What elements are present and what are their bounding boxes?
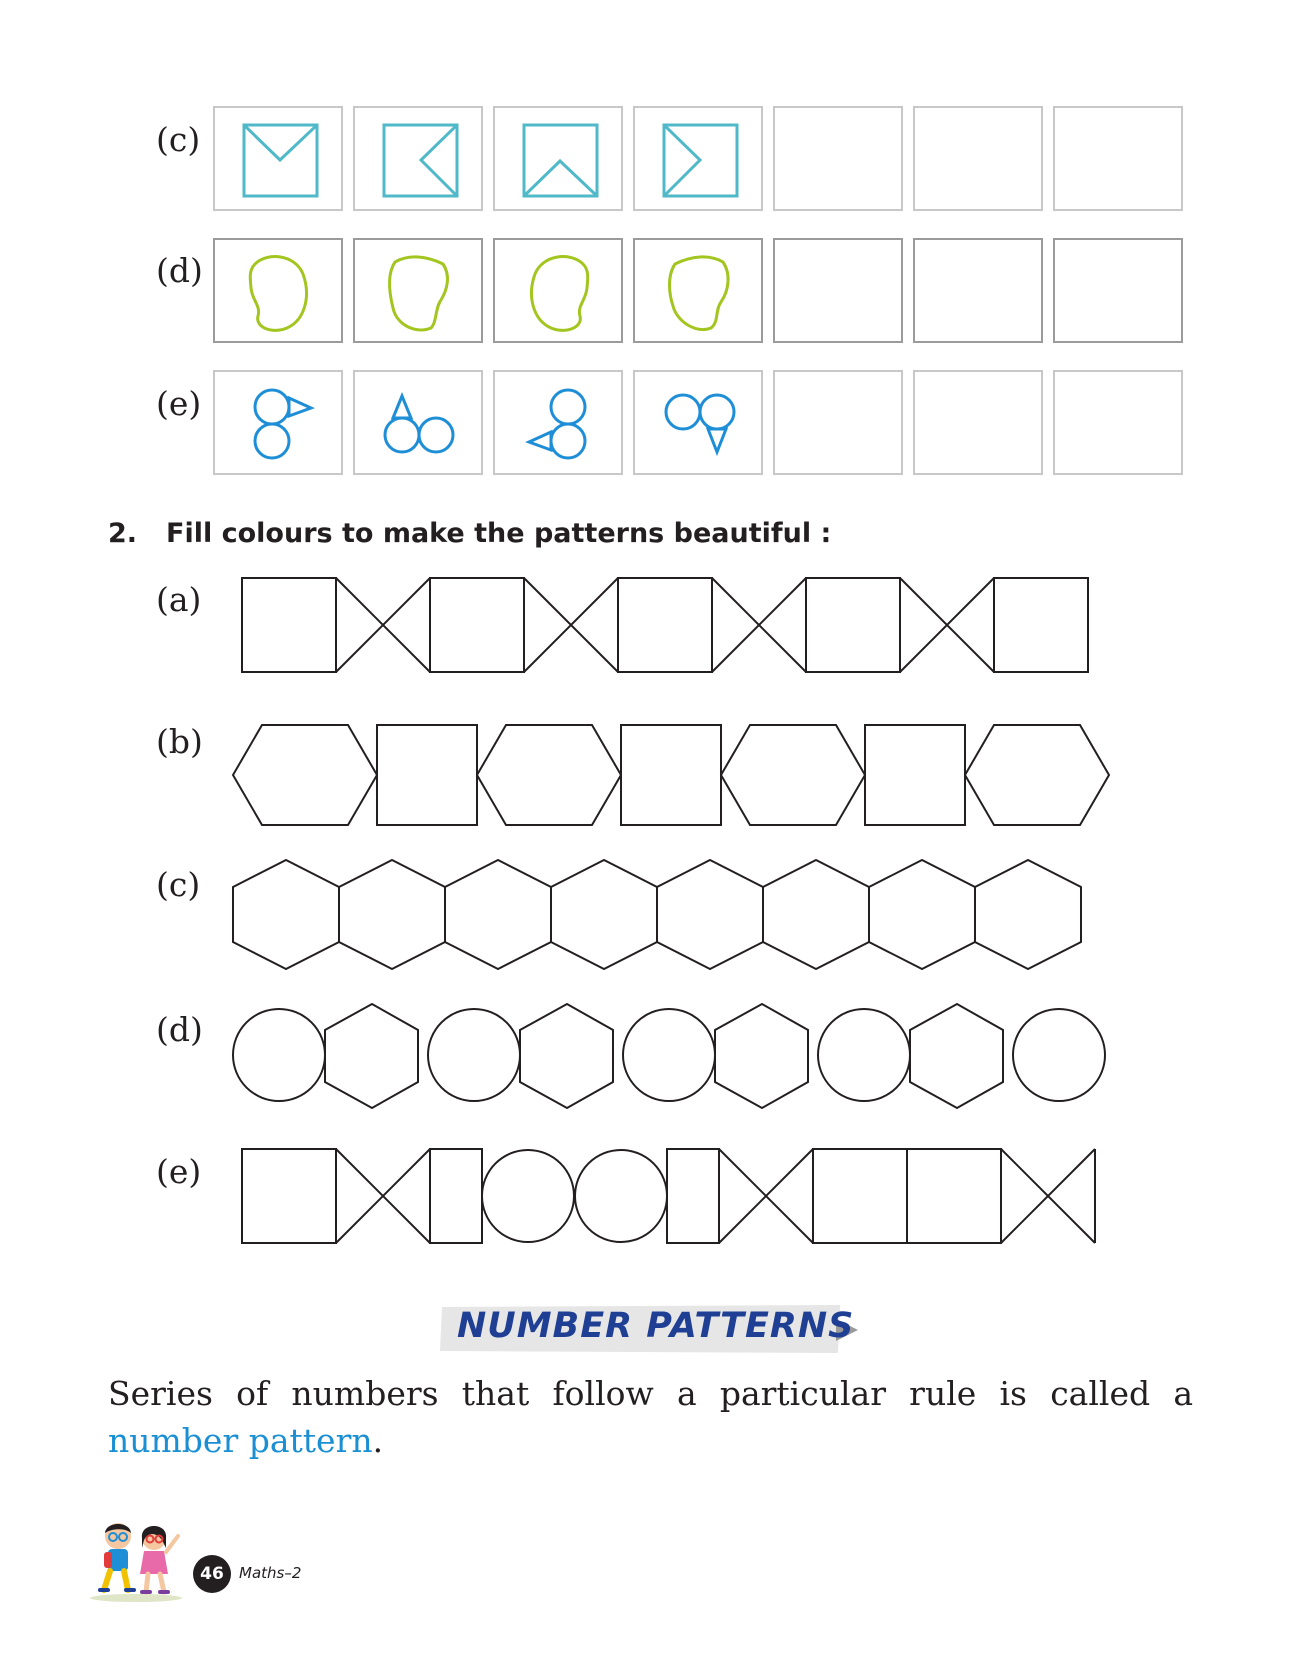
row-label: (b) — [156, 722, 203, 761]
square-shape[interactable] — [865, 725, 965, 825]
circle-shape[interactable] — [482, 1150, 574, 1242]
question-number: 2. — [108, 518, 138, 549]
row-label: (d) — [156, 251, 203, 290]
definition-end: . — [372, 1421, 384, 1460]
row-label: (d) — [156, 1010, 203, 1049]
circle-shape[interactable] — [575, 1150, 667, 1242]
row-label: (c) — [156, 865, 201, 904]
square-shape[interactable] — [242, 578, 336, 672]
hexagon-shape[interactable] — [965, 725, 1109, 825]
definition-text: Series of numbers that follow a particular rule is called a — [108, 1374, 1193, 1413]
hexagon-shape[interactable] — [233, 860, 339, 969]
square-shape[interactable] — [621, 725, 721, 825]
circle-shape[interactable] — [1013, 1009, 1105, 1101]
question-text: Fill colours to make the patterns beautiful : — [166, 518, 832, 549]
kids-mascot-icon — [86, 1518, 186, 1603]
hexagon-shape[interactable] — [975, 860, 1081, 969]
rectangle-shape[interactable] — [430, 1149, 482, 1243]
bowtie-shape[interactable] — [336, 1149, 430, 1243]
hexagon-shape[interactable] — [869, 860, 975, 969]
row-label: (a) — [156, 580, 202, 619]
hexagon-shape[interactable] — [910, 1004, 1003, 1108]
row-label: (c) — [156, 120, 201, 159]
hexagon-shape[interactable] — [721, 725, 865, 825]
section-title: NUMBER PATTERNS — [457, 1306, 855, 1346]
hexagon-shape[interactable] — [445, 860, 551, 969]
hexagon-shape[interactable] — [551, 860, 657, 969]
circle-shape[interactable] — [818, 1009, 910, 1101]
square-shape[interactable] — [907, 1149, 1001, 1243]
circle-shape[interactable] — [623, 1009, 715, 1101]
bowtie-shape[interactable] — [524, 578, 618, 672]
bowtie-shape[interactable] — [1001, 1149, 1095, 1243]
circle-shape[interactable] — [233, 1009, 325, 1101]
square-shape[interactable] — [618, 578, 712, 672]
square-shape[interactable] — [813, 1149, 907, 1243]
square-shape[interactable] — [806, 578, 900, 672]
pattern-a[interactable] — [242, 578, 1088, 672]
book-title: Maths–2 — [239, 1564, 302, 1582]
pattern-d[interactable] — [233, 1004, 1105, 1108]
hexagon-shape[interactable] — [325, 1004, 418, 1108]
page-number-badge: 46 — [193, 1555, 231, 1593]
hexagon-shape[interactable] — [715, 1004, 808, 1108]
row-label: (e) — [156, 1152, 202, 1191]
pattern-b[interactable] — [233, 725, 1109, 825]
bowtie-shape[interactable] — [712, 578, 806, 672]
square-shape[interactable] — [242, 1149, 336, 1243]
rectangle-shape[interactable] — [667, 1149, 719, 1243]
row-label: (e) — [156, 384, 202, 423]
definition-paragraph — [108, 1370, 1193, 1464]
hexagon-shape[interactable] — [520, 1004, 613, 1108]
square-shape[interactable] — [430, 578, 524, 672]
bowtie-shape[interactable] — [900, 578, 994, 672]
hexagon-shape[interactable] — [763, 860, 869, 969]
pattern-c[interactable] — [233, 860, 1081, 969]
bowtie-shape[interactable] — [719, 1149, 813, 1243]
hexagon-shape[interactable] — [233, 725, 377, 825]
hexagon-shape[interactable] — [477, 725, 621, 825]
highlight-term: number pattern — [108, 1421, 373, 1460]
hexagon-shape[interactable] — [657, 860, 763, 969]
square-shape[interactable] — [377, 725, 477, 825]
circle-shape[interactable] — [428, 1009, 520, 1101]
hexagon-shape[interactable] — [339, 860, 445, 969]
bowtie-shape[interactable] — [336, 578, 430, 672]
pattern-e[interactable] — [242, 1149, 1095, 1243]
square-shape[interactable] — [994, 578, 1088, 672]
